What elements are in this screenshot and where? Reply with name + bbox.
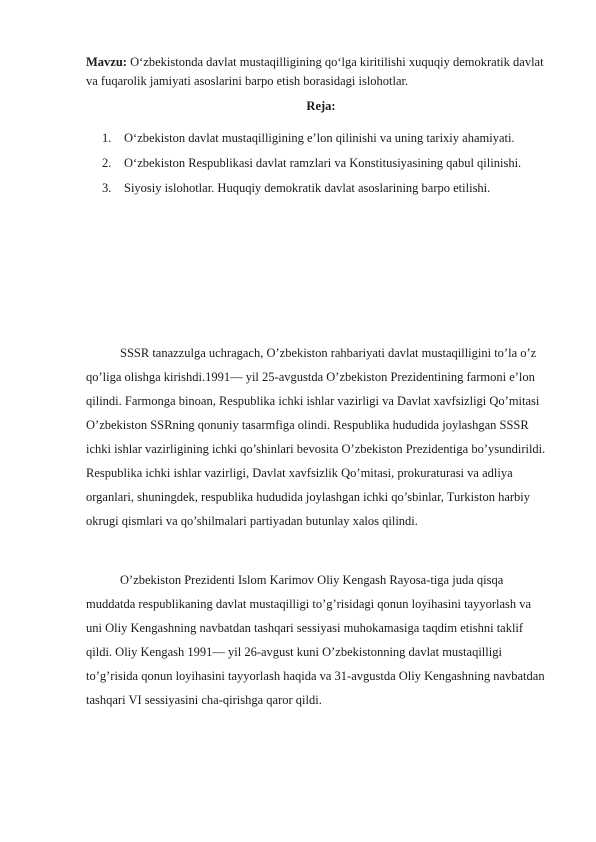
plan-item-number: 3.	[102, 181, 112, 195]
topic-heading	[86, 53, 556, 91]
plan-item-text: Siyosiy islohotlar. Huquqiy demokratik davlat asoslarining barpo etilishi.	[124, 181, 491, 195]
body-paragraph: O’zbekiston Prezidenti Islom Karimov Oliy Kengash Rayosa-tiga juda qisqa muddatda respublikaning davlat mustaqilligi to’g’risidagi qonun loyihasini tayyorlash va uni Oliy Kengashning navbatdan tashqari sessiyasi muhokamasiga taqdim etishni taklif qildi. Oliy Kengash 1991— yil 26-avgust kuni O’zbekistonning davlat mustaqilligi to’g’risida qonun loyihasini tayyorlash haqida va 31-avgustda Oliy Kengashning navbatdan tashqari VI sessiyasini cha-qirishga qaror qildi.	[86, 573, 545, 707]
plan-item	[102, 179, 554, 198]
plan-item	[102, 129, 554, 148]
plan-item	[102, 154, 554, 173]
plan-item-number: 2.	[102, 156, 112, 170]
plan-item-text: O‘zbekiston davlat mustaqilligining e’lon qilinishi va uning tarixiy ahamiyati.	[124, 131, 515, 145]
body-paragraph: SSSR tanazzulga uchragach, O’zbekiston rahbariyati davlat mustaqilligini to’la o’z qo’liga olishga kirishdi.1991— yil 25-avgustda O’zbekiston Prezidentining farmoni e’lon qilindi. Farmonga binoan, Respublika ichki ishlar vazirligi va Davlat xavfsizligi Qo’mitasi O’zbekiston SSRning qonuniy tasarmfiga olindi. Respublika hududida joylashgan SSSR ichki ishlar vazirligining ichki qo’shinlari bevosita O’zbekiston Prezidentiga bo’ysundirildi. Respublika ichki ishlar vazirligi, Davlat xavfsizlik Qo’mitasi, prokuraturasi va adliya organlari, shuningdek, respublika hududida joylashgan ichki qo’sbinlar, Turkiston harbiy okrugi qismlari va qo’shilmalari partiyadan butunlay xalos qilindi.	[86, 346, 546, 528]
plan-title: Reja:	[306, 99, 336, 113]
topic-label: Mavzu:	[86, 55, 127, 69]
plan-item-number: 1.	[102, 131, 112, 145]
plan-item-text: O‘zbekiston Respublikasi davlat ramzlari va Konstitusiyasining qabul qilinishi.	[124, 156, 522, 170]
topic-text: O‘zbekistonda davlat mustaqilligining qo‘lga kiritilishi xuquqiy demokratik davlat va fuqarolik jamiyati asoslarini barpo etish borasidagi islohotlar.	[86, 55, 544, 88]
plan-list	[102, 129, 554, 204]
